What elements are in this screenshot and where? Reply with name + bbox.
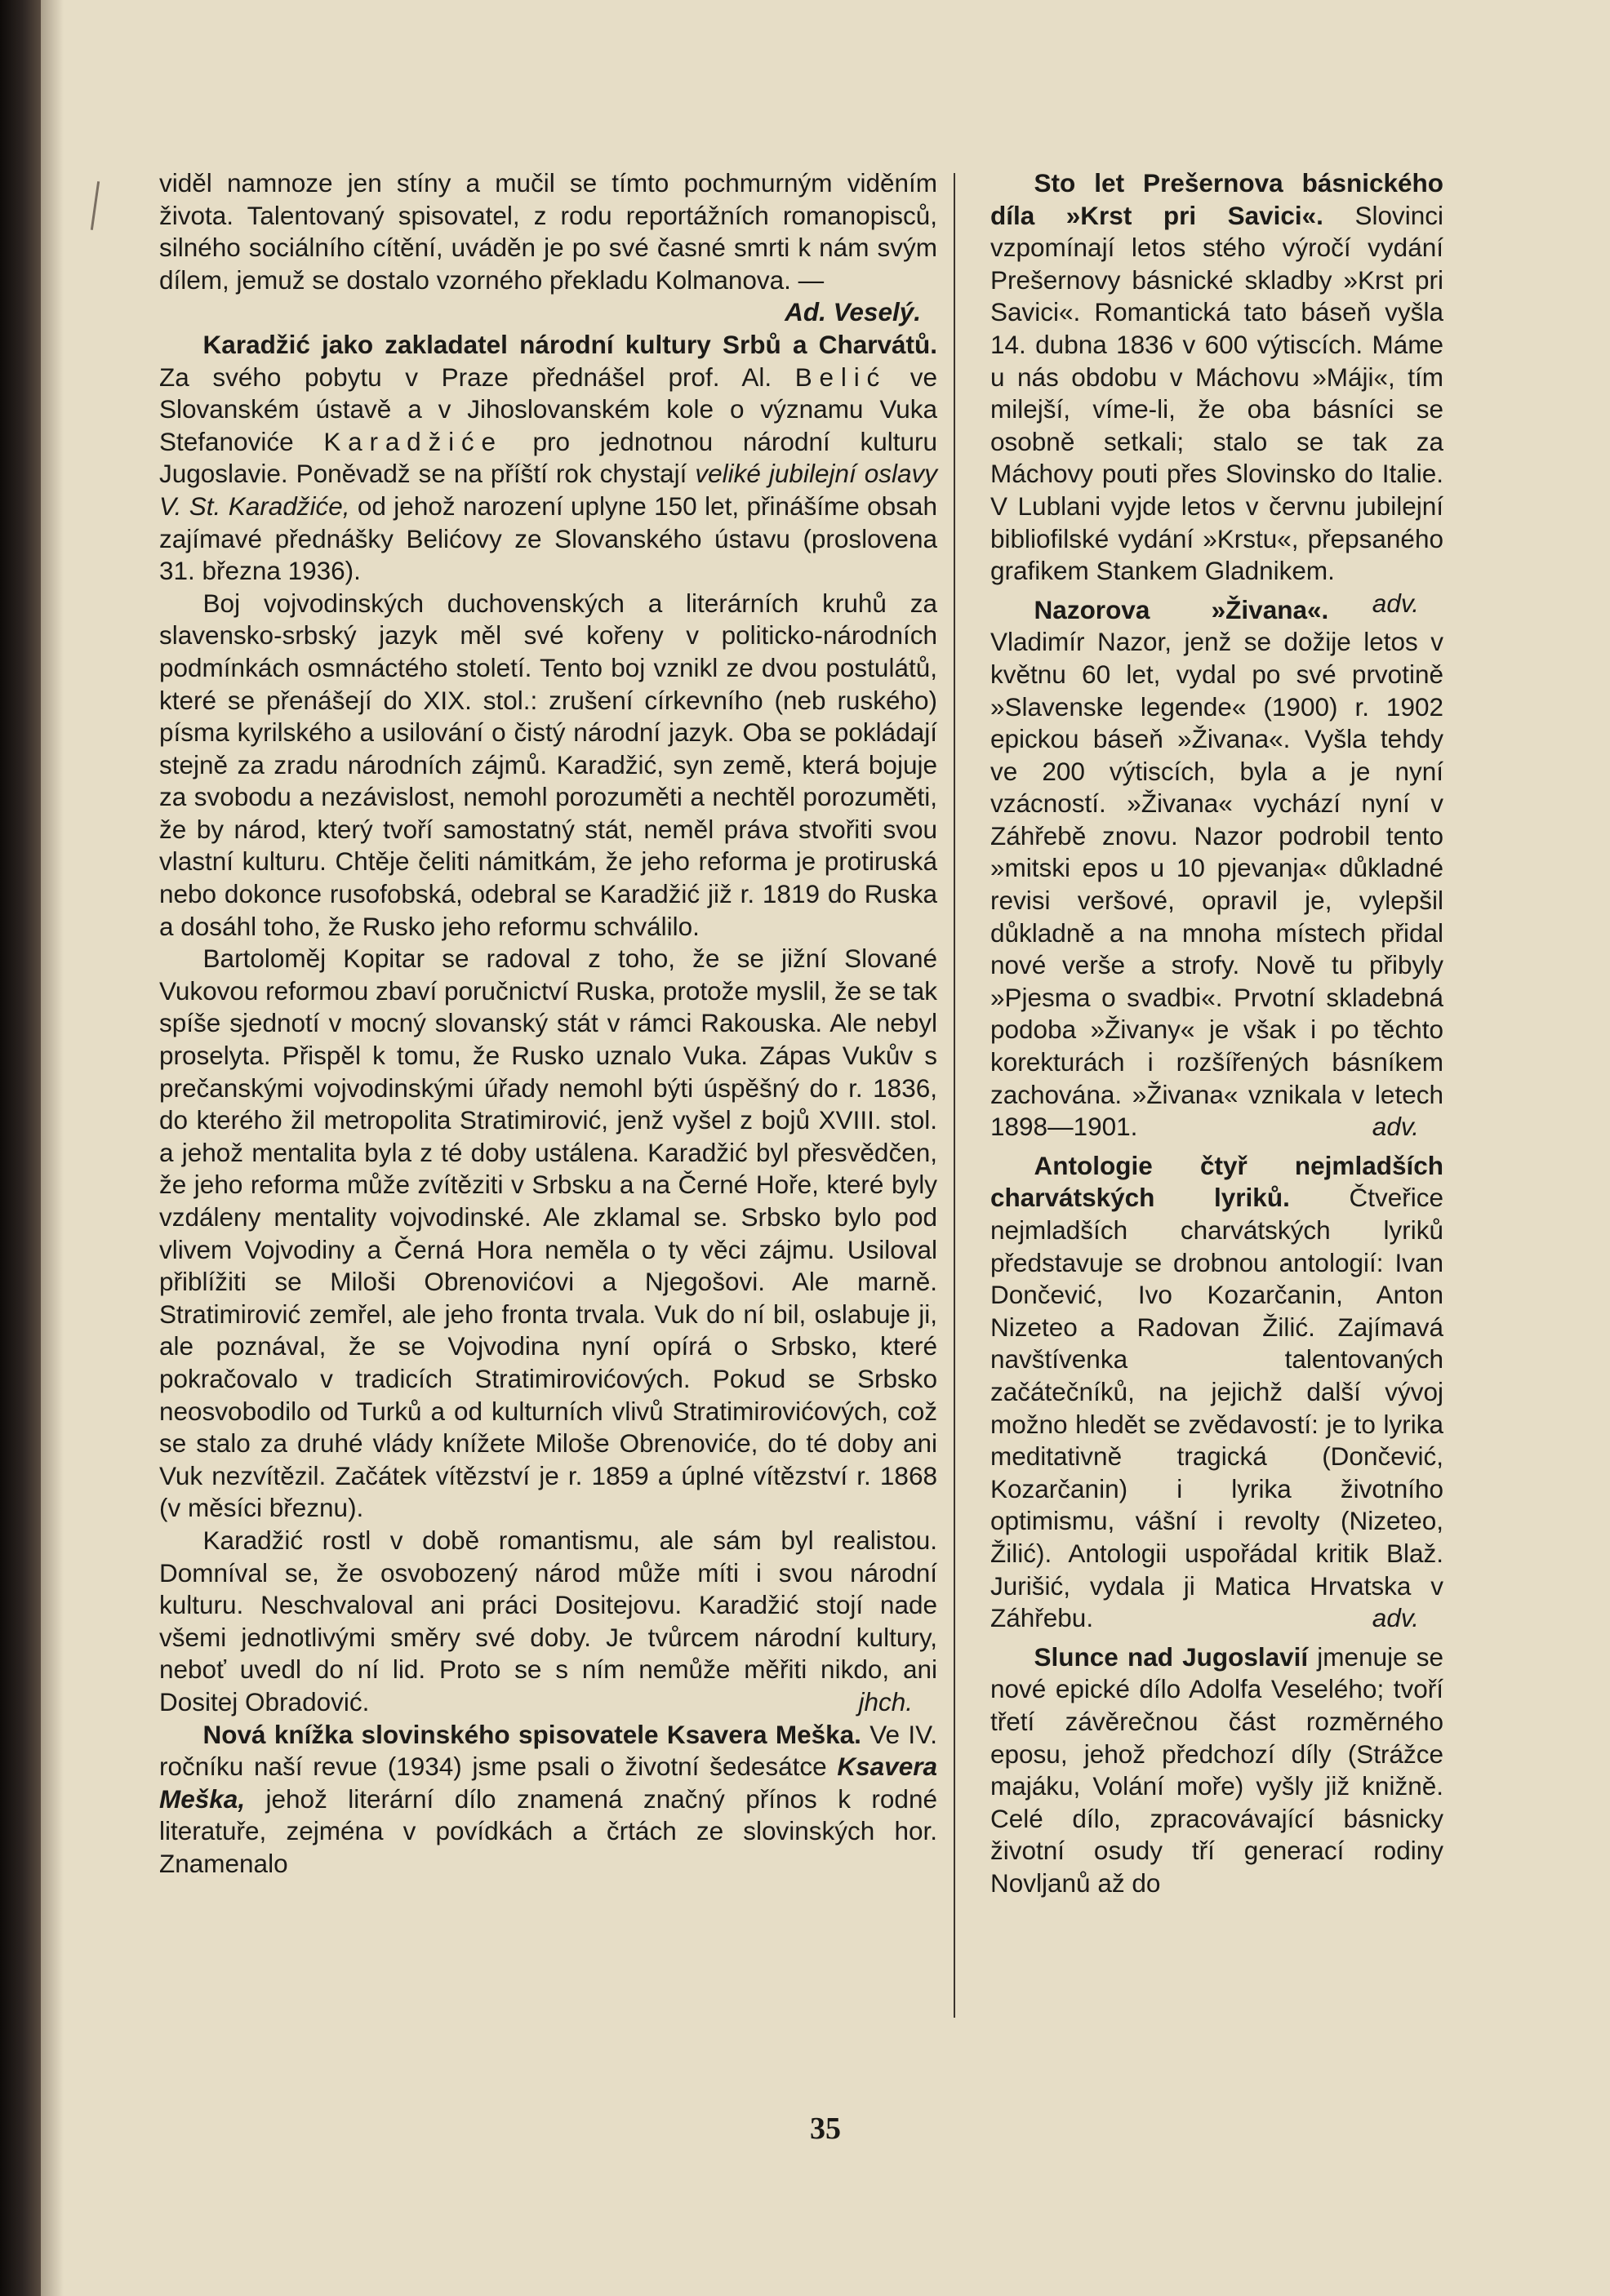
paragraph-romantismus <box>159 1525 937 1719</box>
article-nazor <box>990 594 1443 1144</box>
article-presern-text: Slovinci vzpomínají letos stého výročí vydání Prešernovy básnické skladby »Krst pri Savici«. Romantická tato báseň vyšla 14. dubna 1836 v 600 výtiscích. Máme u nás obdobu v Máchovu »Máji«, tím milejší, víme-li, že oba básníci se osobně setkali; stalo se tak za Máchovy pouti přes Slovinsko do Italie. V Lublani vyjde letos v červnu jubilejní bibliofilské vydání »Krstu«, přepsaného grafikem Stankem Gladnikem. <box>990 200 1443 586</box>
signature-adv-3: adv. <box>1372 1603 1419 1633</box>
article-heading-antologie: Antologie čtyř nejmladších charvátských lyriků. <box>990 1150 1443 1213</box>
article-karadzic-text-b: ve Slovanském ústavě a v Jihoslovanském kole o významu Vuka Stefanoviće <box>159 362 937 456</box>
article-slunce <box>990 1641 1443 1900</box>
column-divider <box>954 173 955 2018</box>
italic-ksavera-meska: Ksavera Meška, <box>159 1752 937 1814</box>
right-column <box>990 167 1443 1899</box>
paragraph-1-text: viděl namnoze jen stíny a mučil se tímto pochmurným viděním života. Talentovaný spisovatel, z rodu reportážních romanopisců, silného sociálního cítění, uváděn je po své časné smrti k nám svým dílem, jemuž se dostalo vzorného překladu Kolmanova. — <box>159 168 937 295</box>
article-karadzic-text-d: od jehož narození uplyne 150 let, přinášíme obsah zajímavé přednášky Belićovy ze Slovanského ústavu (proslovena 31. března 1936). <box>159 491 937 586</box>
margin-mark <box>91 181 100 230</box>
paragraph-romantismus-text: Karadžić rostl v době romantismu, ale sám byl realistou. Domníval se, že osvobozený národ může míti i svou národní kulturu. Neschvaloval ani práci Dositejovu. Karadžić stojí nade všemi jednotlivými směry své doby. Je tvůrcem národní kultury, neboť uvedl do ní lid. Proto se s ním nemůže měřiti nikdo, ani Dositej Obradović. <box>159 1525 937 1716</box>
signature-adv-2: adv. <box>1372 1112 1419 1142</box>
page-number: 35 <box>810 2112 841 2146</box>
article-mesko-text-a: Ve IV. ročníku naší revue (1934) jsme psali o životní šedesátce <box>159 1719 938 1782</box>
paragraph-kopitar: Bartoloměj Kopitar se radoval z toho, že se jižní Slované Vukovou reformou zbaví poručnictví Ruska, protože myslil, že se tak spíše sjednotí v mocný slovanský stát v rámci Rakouska. Ale nebyl proselyta. Přispěl k tomu, že Rusko uznalo Vuka. Zápas Vukův s prečanskými vojvodinskými úřady nemohl býti úspěšný do r. 1836, do kterého žil metropolita Stratimirović, jenž vyšel z bojů XVIII. stol. a jehož mentalita byla z té doby ustálena. Karadžić byl přesvědčen, že jeho reforma může zvítěziti v Srbsku a na Černé Hoře, které byly vzdáleny mentality vojvodinské. Ale zklamal se. Srbsko bylo pod vlivem Vojvodiny a Černá Hora neměla o ty věci zájmu. Usiloval přiblížiti se Miloši Obrenovićovi a Njegošovi. Ale marně. Stratimirović zemřel, ale jeho fronta trvala. Vuk do ní bil, oslabuje ji, ale poznával, že se Vojvodina nyní opírá o Srbsko, které pokračovalo v tradicích Stratimirovićových. Pokud se Srbsko neosvobodilo od Turků a od kulturních vlivů Stratimirovićových, což se stalo za druhé vlády knížete Miloše Obrenoviće, do té doby ani Vuk nezvítězil. Začátek vítězství je r. 1859 a úplné vítězství r. 1868 (v měsíci březnu). <box>159 944 937 1523</box>
book-binding <box>0 0 41 2296</box>
paragraph-boj: Boj vojvodinských duchovenských a literárních kruhů za slavensko-srbský jazyk měl své kořeny v politicko-národních podmínkách osmnáctého století. Tento boj vznikl ze dvou postulátů, které se přenášejí do XIX. stol.: zrušení církevního (neb ruského) písma kyrilského a usilování o čistý národní jazyk. Oba se pokládají stejně za zradu národních zájmů. Karadžić, syn země, která bojuje za svobodu a nezávislost, nemohl porozuměti a nechtěl porozuměti, že by národ, který tvoří samostatný stát, neměl práva stvořiti svou vlastní kulturu. Chtěje čeliti námitkám, že jeho reforma je protiruská nebo dokonce rusofobská, odebral se Karadžić již r. 1819 do Ruska a dosáhl toho, že Rusko jeho reformu schválilo. <box>159 588 937 941</box>
article-mesko-text-b: jehož literární dílo znamená značný přínos k rodné literatuře, zejména v povídkách a črtách ze slovinských hor. Znamenalo <box>159 1783 937 1878</box>
signature-adv-1: adv. <box>1372 588 1419 618</box>
signature-jhch: jhch. <box>858 1686 913 1716</box>
name-belic: Belić <box>794 362 887 392</box>
article-heading-slunce: Slunce nad Jugoslavií <box>1034 1641 1309 1672</box>
article-antologie <box>990 1150 1443 1635</box>
signature-ad-vesely: Ad. Veselý. <box>785 297 921 327</box>
article-heading-karadzic: Karadžić jako zakladatel národní kultury Srbů a Charvátů. <box>202 329 937 359</box>
article-antologie-text: Čtveřice nejmladších charvátských lyriků představuje se drobnou antologií: Ivan Dončević, Ivo Kozarčanin, Anton Nizeteo a Radovan Žilić. Zajímavá navštívenka talentovaných začátečníků, na jejichž další vývoj možno hledět se zvědavostí: je to lyrika meditativně tragická (Dončević, Kozarčanin) i lyrika životního optimismu, vášní i revolty (Nizeteo, Žilić). Antologii uspořádal kritik Blaž. Jurišić, vydala ji Matica Hrvatska v Záhřebu. <box>990 1183 1443 1633</box>
name-karadzice: Karadžiće <box>323 426 503 456</box>
italic-jubilee: veliké jubilejní oslavy V. St. Karadžiće, <box>159 459 937 521</box>
article-heading-nazor: Nazorova »Živana«. <box>1034 594 1329 624</box>
spacer <box>990 1635 1443 1641</box>
article-karadzic-text-c: pro jednotnou národní kulturu Jugoslavie. Poněvadž se na příští rok chystají <box>159 426 937 489</box>
article-heading-mesko: Nová knížka slovinského spisovatele Ksavera Meška. <box>202 1719 861 1749</box>
article-mesko <box>159 1719 937 1881</box>
page <box>41 0 1610 2296</box>
article-slunce-text: jmenuje se nové epické dílo Adolfa Veselého; tvoří třetí závěrečnou část rozměrného eposu, jehož předchozí díly (Strážce majáku, Volání moře) vyšly již knižně. Celé dílo, zpracovávající básnicky životní osudy tří generací rodiny Novljanů až do <box>990 1641 1443 1898</box>
article-karadzic-text-a: Za svého pobytu v Praze přednášel prof. Al. <box>159 362 795 392</box>
article-nazor-text: Vladimír Nazor, jenž se dožije letos v květnu 60 let, vydal po své prvotině »Slavenske legende« (1900) r. 1902 epickou báseň »Živana«. Vyšla tehdy ve 200 výtiscích, byla a je nyní vzácností. »Živana« vychází nyní v Záhřebě znovu. Nazor podrobil tento »mitski epos u 10 pjevanja« důkladné revisi veršové, opravil je, vylepšil důkladně a na mnoha místech přidal nové verše a strofy. Nově tu přibyly »Pjesma o svadbi«. Prvotní skladebná podoba »Živany« je však i po těchto korekturách i rozšířených básníkem zachována. »Živana« vznikala v letech 1898—1901. <box>990 627 1443 1142</box>
article-heading-presern: Sto let Prešernova básnického díla »Krst pri Savici«. <box>990 168 1443 230</box>
gutter-shadow <box>41 0 64 2296</box>
spacer <box>990 1144 1443 1150</box>
paragraph-1 <box>159 167 937 296</box>
article-karadzic <box>159 329 937 588</box>
left-column <box>159 167 937 1880</box>
